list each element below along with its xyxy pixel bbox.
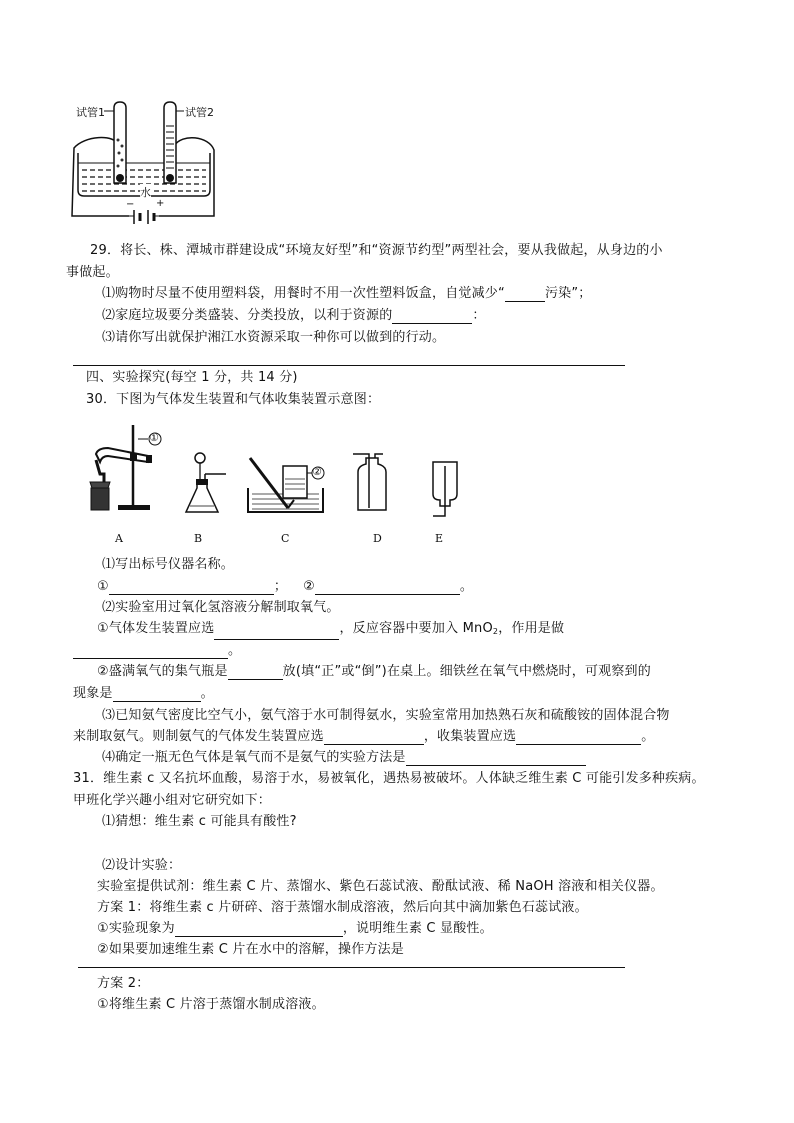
q30-part4: ⑷确定一瓶无色气体是氧气而不是氨气的实验方法是: [102, 750, 586, 766]
q30-part2a-blank2[interactable]: [73, 645, 228, 659]
apparatus-label-c: C: [281, 532, 290, 545]
q29-part2-blank[interactable]: [392, 310, 472, 324]
tube2-label: 试管2: [185, 106, 214, 119]
q30-part1: ⑴写出标号仪器名称。: [102, 557, 235, 572]
q31-stem-line1: 31．维生素 c 又名抗坏血酸，易溶于水，易被氧化，遇热易被破坏。人体缺乏维生素 C 可能引发多种疾病。: [73, 771, 705, 786]
apparatus-label-d: D: [373, 532, 382, 545]
q30-part1-blank1[interactable]: [109, 581, 274, 595]
tube1-label: 试管1: [76, 106, 105, 119]
apparatus-label-e: E: [435, 532, 444, 545]
q31-stem-line2: 甲班化学兴趣小组对它研究如下：: [73, 793, 272, 808]
q30-part2b-blank1[interactable]: [228, 666, 283, 680]
q29-part1: ⑴购物时尽量不使用塑料袋，用餐时不用一次性塑料饭盒，自觉减少“ 污染”；: [102, 286, 592, 301]
q30-part4-blank[interactable]: [406, 752, 586, 766]
q30-part3-blank1[interactable]: [324, 731, 424, 745]
q30-stem: 30．下图为气体发生装置和气体收集装置示意图：: [86, 392, 381, 407]
q31-plan1-a-blank[interactable]: [175, 923, 343, 937]
section-title: 四、实验探究(每空 1 分，共 14 分): [86, 370, 298, 385]
q29-stem-line2: 事做起。: [66, 265, 119, 280]
q31-part1: ⑴猜想：维生素 c 可能具有酸性?: [102, 814, 297, 829]
marker-1-label: ①: [149, 431, 159, 444]
q30-part2a-blank1[interactable]: [214, 626, 339, 640]
q30-part1-answers: ① ； ② 。: [97, 579, 474, 594]
q30-part3-line1: ⑶已知氨气密度比空气小，氨气溶于水可制得氨水，实验室常用加热熟石灰和硫酸铵的固体混合物: [102, 708, 670, 723]
electrolysis-figure: [64, 98, 229, 233]
q30-part3-blank2[interactable]: [516, 731, 641, 745]
q29-part3: ⑶请你写出就保护湘江水资源采取一种你可以做到的行动。: [102, 330, 446, 345]
q29-stem-line1: 29．将长、株、潭城市群建设成“环境友好型”和“资源节约型”两型社会，要从我做起，从身边的小: [90, 243, 663, 258]
q31-part2: ⑵设计实验：: [102, 858, 182, 873]
q30-part2b-cont: 现象是 。: [73, 686, 214, 701]
q29-part1-blank[interactable]: [505, 288, 545, 302]
q30-part2a: ①气体发生装置应选 ，反应容器中要加入 MnO$_2$，作用是做: [97, 621, 564, 640]
q31-plan2-a: ①将维生素 C 片溶于蒸馏水制成溶液。: [97, 997, 325, 1012]
apparatus-label-b: B: [194, 532, 203, 545]
gas-apparatus-figure: [78, 422, 478, 547]
q31-plan1: 方案 1：将维生素 c 片研碎、溶于蒸馏水制成溶液，然后向其中滴加紫色石蕊试液。: [97, 900, 588, 915]
q29-answer-line[interactable]: [73, 365, 625, 366]
q31-plan2: 方案 2：: [97, 976, 150, 991]
q30-part2a-cont: 。: [73, 643, 241, 659]
q30-part3-line2: 来制取氨气。则制氨气的气体发生装置应选 ，收集装置应选 。: [73, 729, 655, 744]
q31-plan1-a: ①实验现象为 ，说明维生素 C 显酸性。: [97, 921, 493, 936]
battery-plus-label: +: [156, 198, 165, 209]
q31-plan1-b-answer-line[interactable]: [78, 967, 625, 968]
q29-part2: ⑵家庭垃圾要分类盛装、分类投放，以利于资源的 ：: [102, 308, 486, 323]
q31-plan1-b: ②如果要加速维生素 C 片在水中的溶解，操作方法是: [97, 942, 404, 957]
water-label: 水: [140, 186, 151, 199]
q31-reagents: 实验室提供试剂：维生素 C 片、蒸馏水、紫色石蕊试液、酚酞试液、稀 NaOH 溶液和相关仪器。: [97, 879, 664, 894]
battery-minus-label: −: [126, 199, 135, 210]
marker-2-label: ②: [312, 465, 322, 478]
q30-part1-blank2[interactable]: [315, 581, 460, 595]
q30-part2: ⑵实验室用过氧化氢溶液分解制取氧气。: [102, 600, 340, 615]
gas-apparatus-icon: [78, 422, 478, 547]
q30-part2b: ②盛满氧气的集气瓶是 放(填“正”或“倒”)在桌上。细铁丝在氧气中燃烧时，可观察到的: [97, 664, 651, 679]
apparatus-label-a: A: [115, 532, 123, 545]
q30-part2b-blank2[interactable]: [113, 688, 201, 702]
